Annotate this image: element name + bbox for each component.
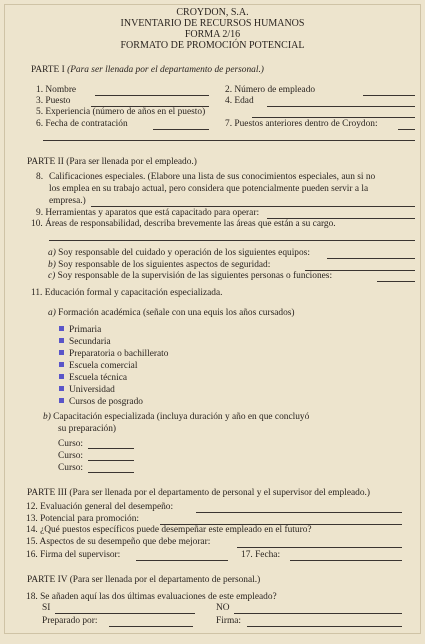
signature-field[interactable]	[247, 626, 402, 627]
part2-heading: PARTE II (Para ser llenada por el empleado.)	[27, 157, 197, 167]
item-4-label: 4. Edad	[225, 96, 254, 106]
item-10a-label: a) Soy responsable del cuidado y operación de los siguientes equipos:	[48, 248, 310, 258]
item-11b-label: b) Capacitación especializada (incluya duración y año en que concluyó	[43, 412, 310, 422]
checkbox-icon[interactable]	[59, 326, 64, 331]
course-field-1[interactable]	[88, 448, 134, 449]
item-3-label: 3. Puesto	[36, 96, 71, 106]
checkbox-icon[interactable]	[59, 350, 64, 355]
item-5-label: 5. Experiencia (número de años en el puesto)	[36, 107, 206, 117]
experience-field[interactable]	[252, 117, 415, 118]
item-14-label: 14. ¿Qué puestos específicos puede desempeñar este empleado en el futuro?	[26, 525, 312, 535]
item-17-label: 17. Fecha:	[241, 550, 281, 560]
item-6-label: 6. Fecha de contratación	[36, 119, 128, 129]
supervision-field[interactable]	[377, 281, 415, 282]
item-11a-label: a) Formación académica (señale con una equis los años cursados)	[48, 308, 295, 318]
hire-date-field[interactable]	[153, 129, 209, 130]
employee-number-field[interactable]	[363, 95, 415, 96]
no-field[interactable]	[234, 613, 402, 614]
item-11-label: 11. Educación formal y capacitación especializada.	[31, 288, 223, 298]
performance-evaluation-field[interactable]	[196, 512, 402, 513]
item-18-label: 18. Se añaden aquí las dos últimas evaluaciones de este empleado?	[26, 592, 277, 602]
part3-heading: PARTE III (Para ser llenada por el departamento de personal y el supervisor del empleado.)	[27, 488, 370, 498]
item-13-label: 13. Potencial para promoción:	[26, 514, 139, 524]
item-15-label: 15. Aspectos de su desempeño que debe mejorar:	[26, 537, 211, 547]
checkbox-icon[interactable]	[59, 374, 64, 379]
item-12-label: 12. Evaluación general del desempeño:	[26, 502, 174, 512]
signature-label: Firma:	[216, 616, 241, 626]
item-2-label: 2. Número de empleado	[225, 85, 316, 95]
prepared-by-field[interactable]	[109, 626, 193, 627]
responsibility-field[interactable]	[49, 240, 415, 241]
education-option-secundaria[interactable]: Secundaria	[59, 337, 111, 348]
item-8-line-1: Calificaciones especiales. (Elabore una lista de sus conocimientos especiales, aun si no	[49, 172, 376, 182]
item-10-label: 10. Áreas de responsabilidad, describa brevemente las áreas que están a su cargo.	[31, 219, 336, 229]
yes-field[interactable]	[55, 613, 195, 614]
checkbox-icon[interactable]	[59, 398, 64, 403]
part1-heading: PARTE I (Para ser llenada por el departamento de personal.)	[31, 65, 264, 75]
education-option-primaria[interactable]: Primaria	[59, 325, 101, 336]
course-label-3: Curso:	[58, 463, 84, 473]
checkbox-icon[interactable]	[59, 386, 64, 391]
item-16-label: 16. Firma del supervisor:	[26, 550, 121, 560]
education-option-comercial[interactable]: Escuela comercial	[59, 361, 137, 372]
education-option-posgrado[interactable]: Cursos de posgrado	[59, 397, 143, 408]
form-code: FORMA 2/16	[184, 29, 241, 40]
name-field[interactable]	[95, 95, 209, 96]
no-label: NO	[216, 603, 230, 613]
special-skills-field[interactable]	[91, 206, 415, 207]
prepared-by-label: Preparado por:	[42, 616, 98, 626]
course-field-3[interactable]	[88, 472, 134, 473]
form-title: INVENTARIO DE RECURSOS HUMANOS	[120, 18, 305, 29]
item-1-label: 1. Nombre	[36, 85, 77, 95]
form-subtitle: FORMATO DE PROMOCIÓN POTENCIAL	[120, 40, 305, 51]
item-8-number: 8.	[36, 172, 44, 182]
age-field[interactable]	[267, 106, 415, 107]
education-option-preparatoria[interactable]: Preparatoria o bachillerato	[59, 349, 168, 360]
equipment-field[interactable]	[327, 258, 415, 259]
item-8-line-3: empresa.)	[49, 196, 86, 206]
supervisor-signature-field[interactable]	[136, 560, 228, 561]
checkbox-icon[interactable]	[59, 362, 64, 367]
item-8-line-2: los emplea en su trabajo actual, pero considera que potencialmente pueden servir a la	[49, 184, 369, 194]
item-10b-label: b) Soy responsable de los siguientes aspectos de seguridad:	[48, 260, 271, 270]
course-field-2[interactable]	[88, 460, 134, 461]
date-field[interactable]	[290, 560, 402, 561]
education-option-universidad[interactable]: Universidad	[59, 385, 115, 396]
form-page	[4, 4, 421, 634]
part4-heading: PARTE IV (Para ser llenada por el departamento de personal.)	[27, 575, 261, 585]
education-option-tecnica[interactable]: Escuela técnica	[59, 373, 127, 384]
checkbox-icon[interactable]	[59, 338, 64, 343]
course-label-1: Curso:	[58, 439, 84, 449]
previous-positions-field[interactable]	[398, 129, 415, 130]
item-7-label: 7. Puestos anteriores dentro de Croydon:	[225, 119, 378, 129]
previous-positions-line-2[interactable]	[43, 140, 415, 141]
item-10c-label: c) Soy responsable de la supervisión de las siguientes personas o funciones:	[48, 271, 333, 281]
item-11b-line-2: su preparación)	[58, 424, 117, 434]
company-name: CROYDON, S.A.	[176, 7, 249, 18]
course-label-2: Curso:	[58, 451, 84, 461]
yes-label: SI	[42, 603, 51, 613]
item-9-label: 9. Herramientas y aparatos que está capacitado para operar:	[36, 208, 260, 218]
improvement-field[interactable]	[237, 547, 402, 548]
